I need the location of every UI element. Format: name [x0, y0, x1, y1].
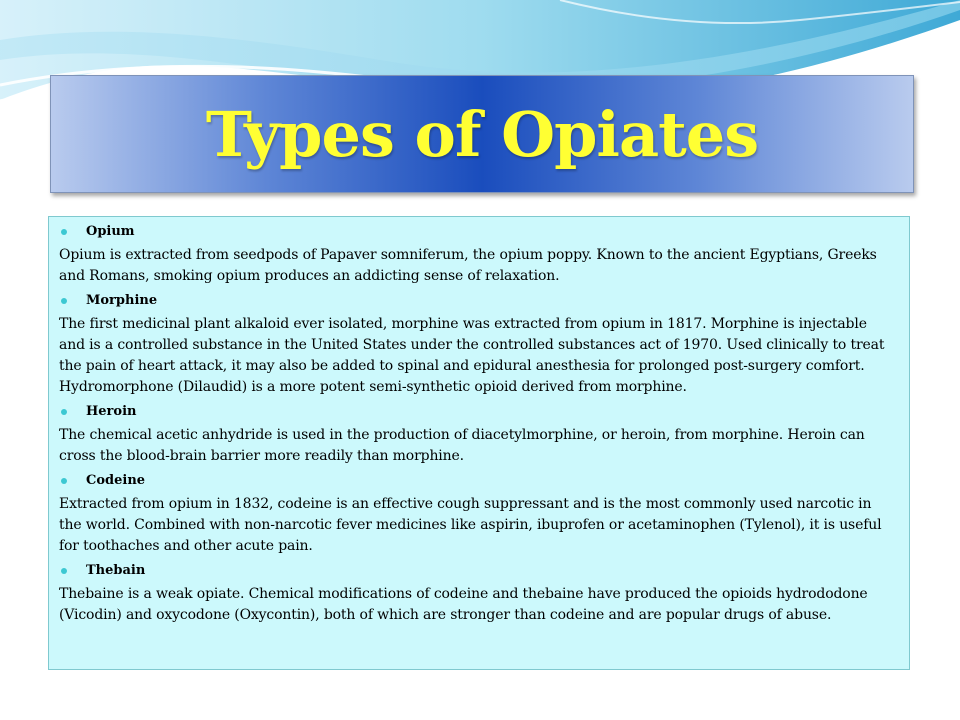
item-body: Opium is extracted from seedpods of Papaver somniferum, the opium poppy. Known to the ancient Egyptians, Greeks and Romans, smoking opium produces an addicting sense of relaxation. [59, 247, 877, 284]
item-heading-text: Heroin [86, 404, 137, 419]
item-heading [59, 293, 895, 308]
bullet-icon [61, 478, 67, 484]
item-opium [59, 224, 895, 287]
slide-title: Types of Opiates [205, 97, 759, 171]
item-morphine [59, 293, 895, 398]
title-banner [50, 75, 914, 193]
bullet-icon [61, 298, 67, 304]
item-heroin [59, 404, 895, 467]
item-codeine [59, 473, 895, 557]
item-heading-text: Morphine [86, 293, 158, 308]
item-body: The chemical acetic anhydride is used in the production of diacetylmorphine, or heroin, from morphine. Heroin can cross the blood-brain barrier more readily than morphine. [59, 427, 865, 464]
item-heading [59, 563, 895, 578]
bullet-icon [61, 568, 67, 574]
bullet-icon [61, 229, 67, 235]
bullet-icon [61, 409, 67, 415]
item-heading-text: Thebain [86, 563, 146, 578]
item-heading [59, 404, 895, 419]
item-heading [59, 224, 895, 239]
item-heading [59, 473, 895, 488]
content-panel [48, 216, 910, 670]
item-thebain [59, 563, 895, 626]
item-heading-text: Codeine [86, 473, 146, 488]
item-body: Extracted from opium in 1832, codeine is an effective cough suppressant and is the most commonly used narcotic in the world. Combined with non-narcotic fever medicines like aspirin, ibuprofen or acetaminophen (Tylenol), it is useful for toothaches and other acute pain. [59, 496, 882, 554]
item-body: The first medicinal plant alkaloid ever isolated, morphine was extracted from opium in 1817. Morphine is injectable and is a controlled substance in the United States under the controlled substances act of 1970. Used clinically to treat the pain of heart attack, it may also be added to spinal and epidural anesthesia for prolonged post-surgery comfort. Hydromorphone (Dilaudid) is a more potent semi-synthetic opioid derived from morphine. [59, 316, 885, 395]
item-body: Thebaine is a weak opiate. Chemical modifications of codeine and thebaine have produced the opioids hydrododone (Vicodin) and oxycodone (Oxycontin), both of which are stronger than codeine and are popular drugs of abuse. [59, 586, 868, 623]
item-heading-text: Opium [86, 224, 135, 239]
